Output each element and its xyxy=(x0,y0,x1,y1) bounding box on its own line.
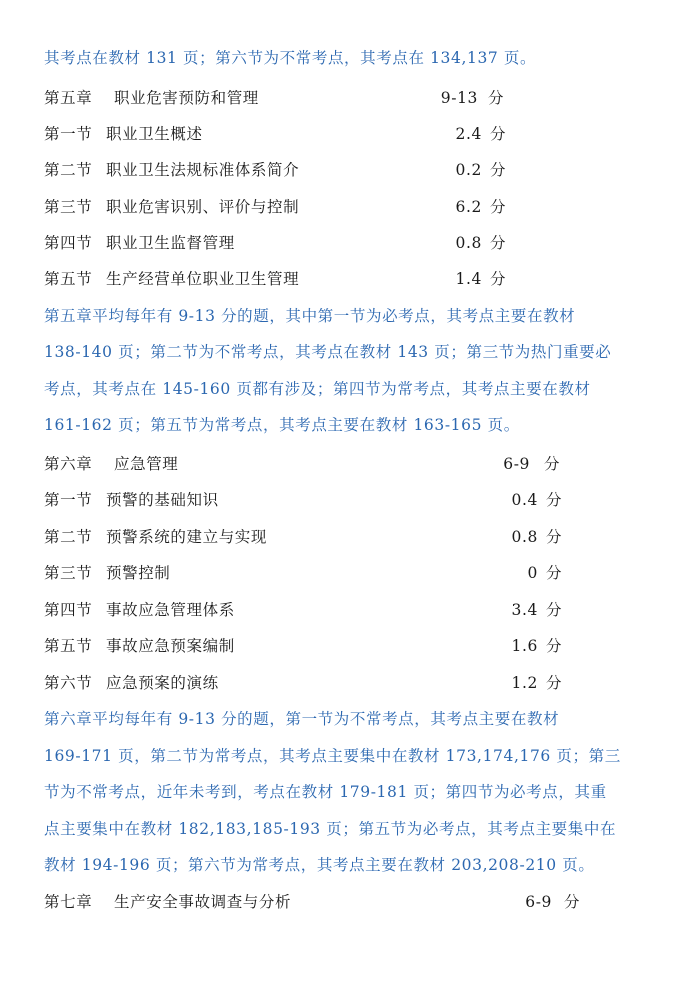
section-row xyxy=(44,597,680,623)
section-score-unit: 分 xyxy=(546,674,563,692)
chapter-note-line: 第六章平均每年有 9-13 分的题，第一节为不常考点，其考点主要在教材 xyxy=(44,710,560,728)
section-title: 职业卫生概述 xyxy=(106,125,203,143)
section-score-unit: 分 xyxy=(490,125,507,143)
chapter-heading xyxy=(44,889,680,915)
chapter-score-unit: 分 xyxy=(544,455,561,473)
section-score-unit: 分 xyxy=(546,601,563,619)
section-row xyxy=(44,121,680,147)
chapter-score-unit: 分 xyxy=(564,893,581,911)
section-title: 预警的基础知识 xyxy=(106,491,219,509)
section-title: 生产经营单位职业卫生管理 xyxy=(106,270,300,288)
section-number: 第二节 xyxy=(44,161,93,179)
section-title: 职业危害识别、评价与控制 xyxy=(106,198,300,216)
section-score-unit: 分 xyxy=(546,491,563,509)
section-score-unit: 分 xyxy=(546,528,563,546)
chapter-title: 应急管理 xyxy=(114,455,179,473)
section-number: 第四节 xyxy=(44,234,93,252)
chapter-note-line: 教材 194-196 页；第六节为常考点，其考点主要在教材 203,208-210 页。 xyxy=(44,856,595,874)
section-score-unit: 分 xyxy=(546,637,563,655)
section-score: 0.8 xyxy=(511,528,538,546)
section-row xyxy=(44,266,680,292)
section-score-unit: 分 xyxy=(490,198,507,216)
chapter-note-line: 138-140 页；第二节为不常考点，其考点在教材 143 页；第三节为热门重要必 xyxy=(44,343,612,361)
section-number: 第三节 xyxy=(44,564,93,582)
chapter-note-line: 第五章平均每年有 9-13 分的题，其中第一节为必考点，其考点主要在教材 xyxy=(44,307,576,325)
chapter-heading xyxy=(44,85,680,111)
chapter-score: 6-9 xyxy=(503,455,530,473)
section-score: 0.8 xyxy=(455,234,482,252)
section-number: 第一节 xyxy=(44,491,93,509)
section-row xyxy=(44,633,680,659)
section-row xyxy=(44,524,680,550)
chapter-note-line: 169-171 页，第二节为常考点，其考点主要集中在教材 173,174,176 页；第三 xyxy=(44,747,621,765)
chapter-number: 第五章 xyxy=(44,89,93,107)
section-score: 1.4 xyxy=(455,270,482,288)
section-number: 第二节 xyxy=(44,528,93,546)
chapter-note-line: 161-162 页；第五节为常考点，其考点主要在教材 163-165 页。 xyxy=(44,416,520,434)
section-score-unit: 分 xyxy=(490,234,507,252)
section-score: 2.4 xyxy=(455,125,482,143)
chapter-heading xyxy=(44,451,680,477)
section-score: 6.2 xyxy=(455,198,482,216)
section-title: 预警控制 xyxy=(106,564,171,582)
chapter-number: 第六章 xyxy=(44,455,93,473)
section-score: 1.2 xyxy=(511,674,538,692)
chapter-score: 6-9 xyxy=(525,893,552,911)
section-title: 预警系统的建立与实现 xyxy=(106,528,268,546)
section-score-unit: 分 xyxy=(546,564,563,582)
chapter-note-line: 节为不常考点，近年未考到，考点在教材 179-181 页；第四节为必考点，其重 xyxy=(44,783,607,801)
intro-note: 其考点在教材 131 页；第六节为不常考点，其考点在 134,137 页。 xyxy=(44,49,537,67)
section-row xyxy=(44,194,680,220)
section-title: 事故应急预案编制 xyxy=(106,637,235,655)
section-number: 第三节 xyxy=(44,198,93,216)
section-title: 应急预案的演练 xyxy=(106,674,219,692)
section-score: 0.4 xyxy=(511,491,538,509)
section-score: 3.4 xyxy=(511,601,538,619)
section-score-unit: 分 xyxy=(490,161,507,179)
chapter-note-line: 考点，其考点在 145-160 页都有涉及；第四节为常考点，其考点主要在教材 xyxy=(44,380,591,398)
section-number: 第一节 xyxy=(44,125,93,143)
section-row xyxy=(44,487,680,513)
section-title: 事故应急管理体系 xyxy=(106,601,235,619)
chapter-number: 第七章 xyxy=(44,893,93,911)
chapter-title: 职业危害预防和管理 xyxy=(114,89,259,107)
section-score: 0.2 xyxy=(455,161,482,179)
section-score-unit: 分 xyxy=(490,270,507,288)
section-number: 第四节 xyxy=(44,601,93,619)
section-number: 第五节 xyxy=(44,637,93,655)
chapter-title: 生产安全事故调查与分析 xyxy=(114,893,292,911)
chapter-score: 9-13 xyxy=(440,89,478,107)
section-score: 0 xyxy=(527,564,538,582)
chapter-score-unit: 分 xyxy=(488,89,505,107)
section-title: 职业卫生监督管理 xyxy=(106,234,235,252)
section-number: 第六节 xyxy=(44,674,93,692)
section-number: 第五节 xyxy=(44,270,93,288)
section-score: 1.6 xyxy=(511,637,538,655)
section-row xyxy=(44,230,680,256)
section-row xyxy=(44,157,680,183)
section-title: 职业卫生法规标准体系简介 xyxy=(106,161,300,179)
chapter-note-line: 点主要集中在教材 182,183,185-193 页；第五节为必考点，其考点主要集中在 xyxy=(44,820,617,838)
section-row xyxy=(44,670,680,696)
section-row xyxy=(44,560,680,586)
